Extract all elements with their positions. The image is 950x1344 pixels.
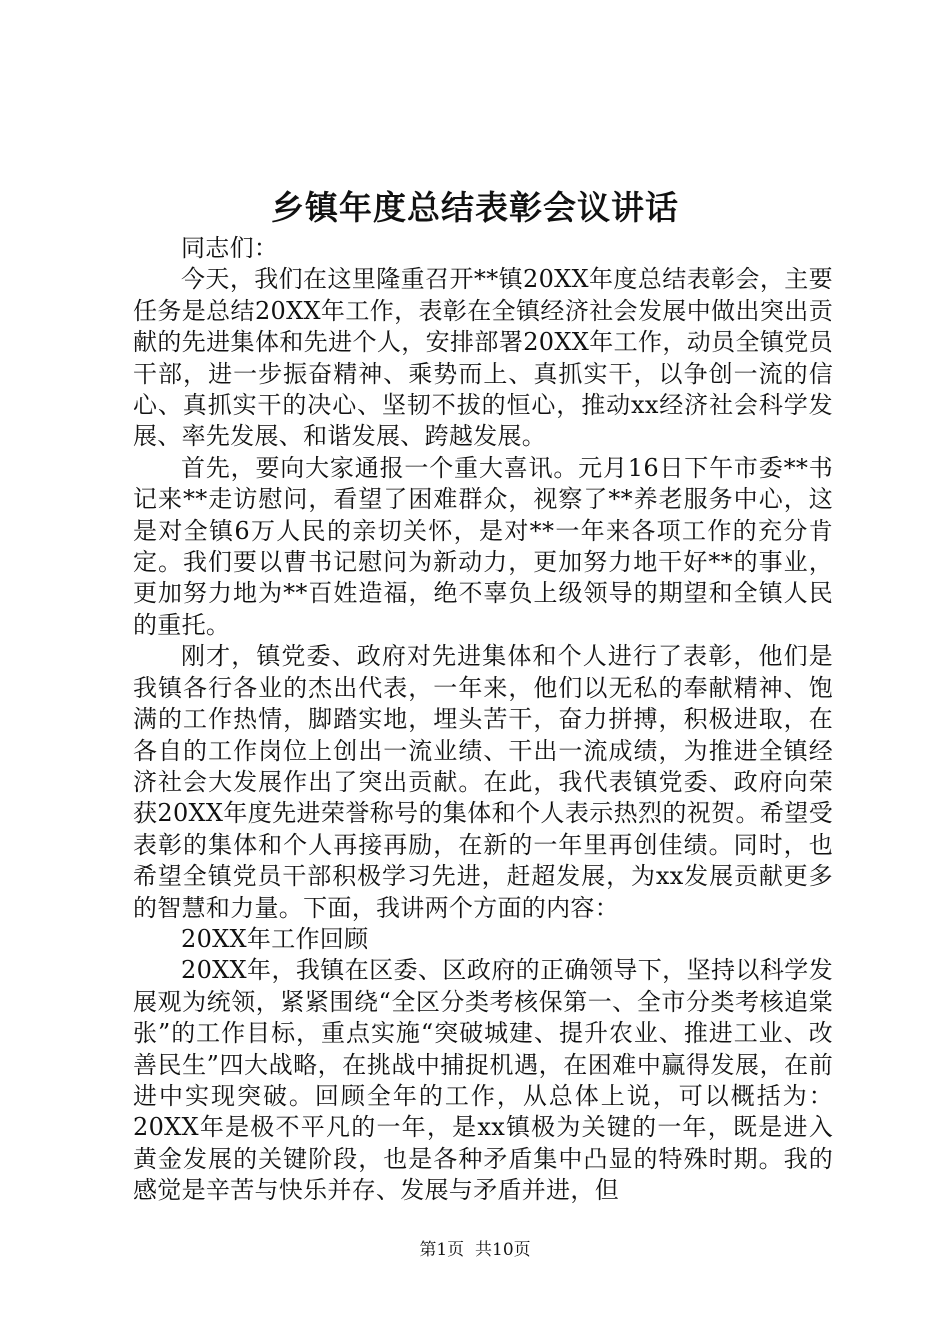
section-heading: 20XX年工作回顾: [181, 924, 369, 953]
commendation-paragraph: 刚才，镇党委、政府对先进集体和个人进行了表彰，他们是我镇各行各业的杰出代表，一年来，他们以无私的奉献精神、饱满的工作热情，脚踏实地，埋头苦干，奋力拼搏，积极进取，在各自的工作岗位上创出一流业绩、干出一流成绩，为推进全镇经济社会大发展作出了突出贡献。在此，我代表镇党委、政府向荣获20XX年度先进荣誉称号的集体和个人表示热烈的祝贺。希望受表彰的集体和个人再接再励，在新的一年里再创佳绩。同时，也希望全镇党员干部积极学习先进，赶超发展，为xx发展贡献更多的智慧和力量。下面，我讲两个方面的内容：: [133, 642, 833, 922]
news-paragraph: 首先，要向大家通报一个重大喜讯。元月16日下午市委**书记来**走访慰问，看望了困难群众，视察了**养老服务中心，这是对全镇6万人民的亲切关怀，是对**一年来各项工作的充分肯定。我们要以曹书记慰问为新动力，更加努力地干好**的事业，更加努力地为**百姓造福，绝不辜负上级领导的期望和全镇人民的重托。: [133, 453, 833, 639]
salutation-paragraph: 同志们：: [181, 234, 279, 262]
document-title: 乡镇年度总结表彰会议讲话: [271, 188, 679, 227]
opening-paragraph: 今天，我们在这里隆重召开**镇20XX年度总结表彰会，主要任务是总结20XX年工作，表彰在全镇经济社会发展中做出突出贡献的先进集体和先进个人，安排部署20XX年工作，动员全镇党员干部，进一步振奋精神、乘势而上、真抓实干，以争创一流的信心、真抓实干的决心、坚韧不拔的恒心，推动xx经济社会科学发展、率先发展、和谐发展、跨越发展。: [133, 265, 833, 451]
page-total: 共10页: [475, 1240, 531, 1260]
document-body: [133, 233, 833, 1207]
footer-separator: [464, 1240, 475, 1260]
page-number: 第1页: [419, 1240, 465, 1260]
review-paragraph: 20XX年，我镇在区委、区政府的正确领导下，坚持以科学发展观为统领，紧紧围绕“全区分类考核保第一、全市分类考核追棠张”的工作目标，重点实施“突破城建、提升农业、推进工业、改善民生”四大战略，在挑战中捕捉机遇，在困难中赢得发展，在前进中实现突破。回顾全年的工作，从总体上说，可以概括为：20XX年是极不平凡的一年，是xx镇极为关键的一年，既是进入黄金发展的关键阶段，也是各种矛盾集中凸显的特殊时期。我的感觉是辛苦与快乐并存、发展与矛盾并进，但: [133, 956, 833, 1205]
page-footer: [0, 1238, 950, 1262]
